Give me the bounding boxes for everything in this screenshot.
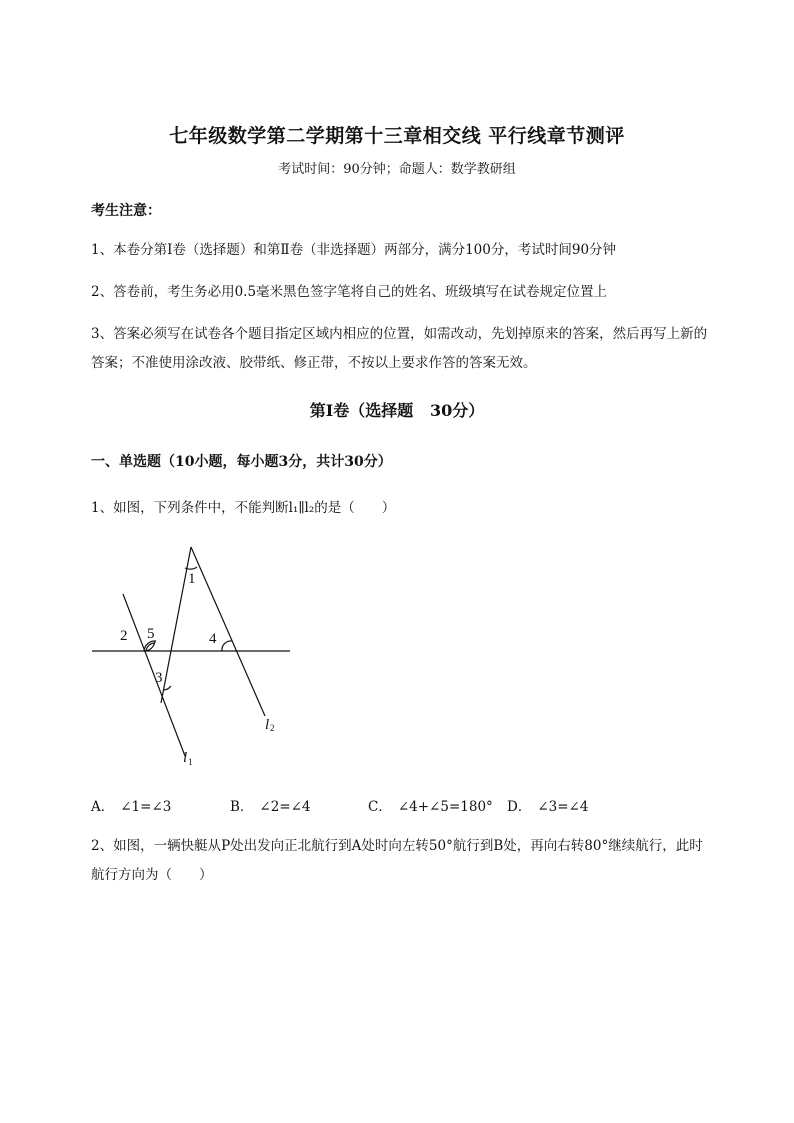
line-label-l1-subscript: 1: [188, 757, 193, 767]
angle-label-3: 3: [155, 670, 163, 686]
option-c: [368, 795, 493, 815]
line-label-l2: l: [265, 717, 270, 733]
transversal-line: [161, 547, 191, 703]
page-title: 七年级数学第二学期第十三章相交线 平行线章节测评: [169, 125, 625, 147]
angle-label-4: 4: [209, 631, 217, 647]
option-d-text: ∠3=∠4: [537, 799, 589, 815]
notice-item-1: 1、本卷分第I卷（选择题）和第Ⅱ卷（非选择题）两部分，满分100分，考试时间90分钟: [91, 242, 617, 258]
option-a-text: ∠1=∠3: [120, 799, 172, 815]
angle-3-arc: [164, 686, 171, 690]
option-d: [507, 795, 588, 815]
option-c-text: ∠4+∠5=180°: [397, 799, 493, 815]
question-2-text: 2、如图，一辆快艇从P处出发向正北航行到A处时向左转50°航行到B处，再向右转80°继续航行，此时航行方向为（ ）: [91, 838, 703, 883]
page-subtitle: 考试时间：90分钟；命题人：数学教研组: [278, 162, 516, 177]
angle-label-2: 2: [120, 628, 128, 644]
angle-label-5: 5: [147, 626, 155, 642]
option-a-letter: A．: [91, 799, 115, 815]
angle-label-1: 1: [188, 571, 196, 587]
line-label-l2-subscript: 2: [270, 723, 275, 733]
angle-4-arc: [222, 641, 232, 651]
notice-item-2: 2、答卷前，考生务必用0.5毫米黑色签字笔将自己的姓名、班级填写在试卷规定位置上: [91, 284, 608, 300]
part-heading: 一、单选题（10小题，每小题3分，共计30分）: [91, 454, 392, 470]
notice-heading: 考生注意：: [91, 203, 161, 219]
option-b: [230, 795, 311, 815]
option-d-letter: D．: [507, 799, 532, 815]
option-b-letter: B．: [230, 799, 254, 815]
option-c-letter: C．: [368, 799, 392, 815]
question-1-figure: [88, 540, 303, 772]
line-l2: [191, 547, 265, 716]
line-l1: [123, 594, 185, 756]
section-title: 第I卷（选择题 30分）: [309, 401, 485, 420]
notice-item-3: 3、答案必须写在试卷各个题目指定区域内相应的位置，如需改动，先划掉原来的答案，然后再写上新的答案；不准使用涂改液、胶带纸、修正带，不按以上要求作答的答案无效。: [91, 326, 708, 371]
option-b-text: ∠2=∠4: [259, 799, 311, 815]
line-label-l1: l: [183, 750, 188, 766]
question-1-text: 1、如图，下列条件中，不能判断l₁∥l₂的是（ ）: [91, 500, 396, 516]
option-a: [91, 795, 171, 815]
